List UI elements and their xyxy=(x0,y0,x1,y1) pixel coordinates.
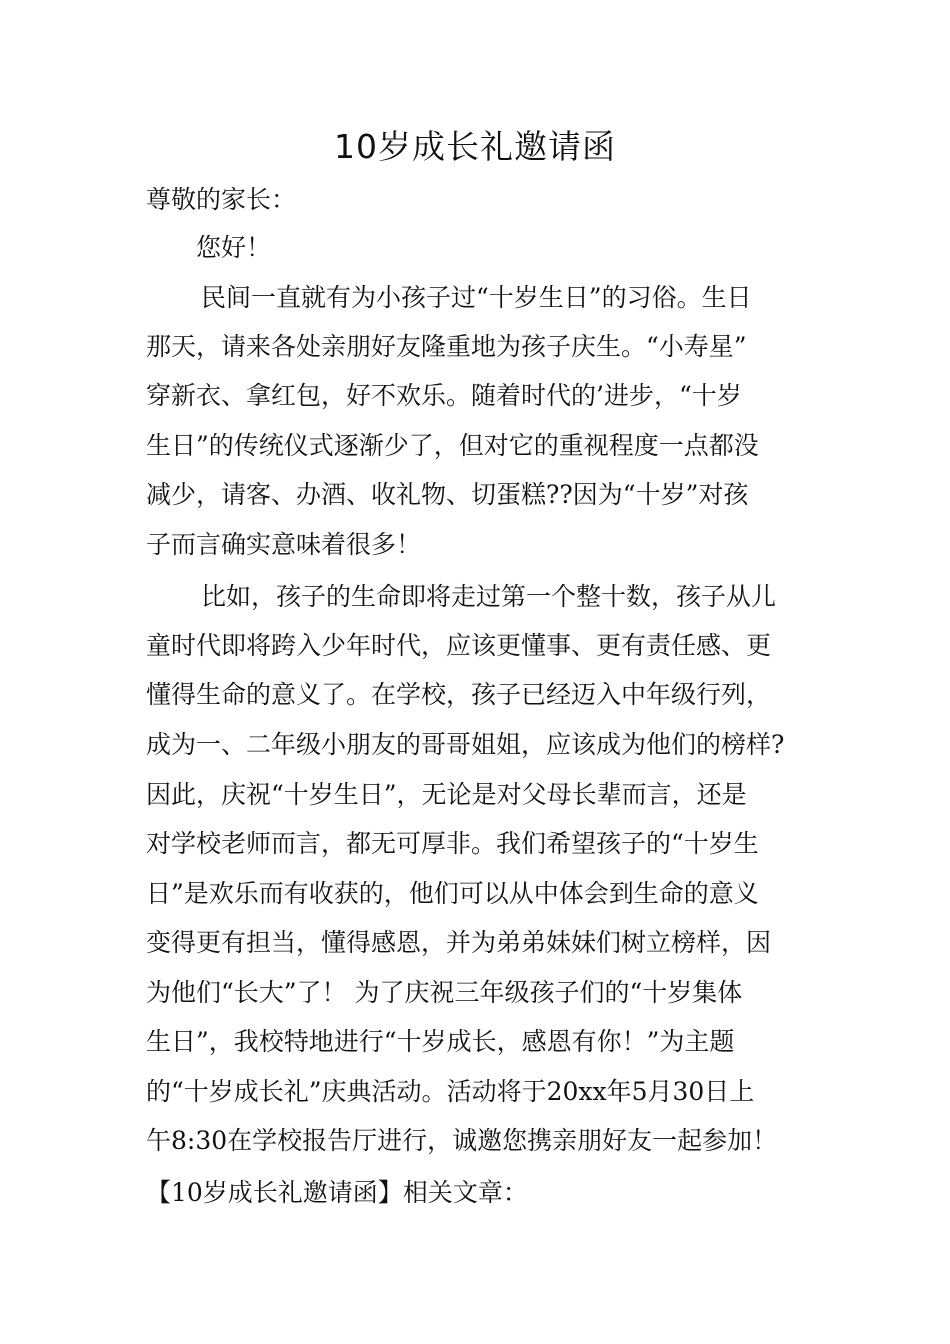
paragraph1-line: 生日”的传统仪式逐渐少了，但对它的重视程度一点都没 xyxy=(146,431,759,460)
paragraph2-line: 变得更有担当，懂得感恩，并为弟弟妹妹们树立榜样，因 xyxy=(146,928,772,957)
paragraph1-line: 子而言确实意味着很多！ xyxy=(146,530,422,559)
salutation: 尊敬的家长： xyxy=(146,185,297,214)
paragraph2-line: 比如，孩子的生命即将走过第一个整十数，孩子从儿 xyxy=(201,582,777,611)
greeting: 您好！ xyxy=(196,233,272,262)
paragraph2-line: 童时代即将跨入少年时代，应该更懂事、更有责任感、更 xyxy=(146,631,772,660)
paragraph2-line: 午8:30在学校报告厅进行，诚邀您携亲朋好友一起参加！ xyxy=(146,1126,778,1155)
paragraph1-line: 那天，请来各处亲朋好友隆重地为孩子庆生。“小寿星” xyxy=(146,332,747,361)
paragraph2-line: 因此，庆祝“十岁生日”，无论是对父母长辈而言，还是 xyxy=(146,780,747,809)
paragraph1-line: 民间一直就有为小孩子过“十岁生日”的习俗。生日 xyxy=(201,283,752,312)
paragraph2-line: 生日”，我校特地进行“十岁成长，感恩有你！”为主题 xyxy=(146,1027,735,1056)
related-articles-heading: 【10岁成长礼邀请函】相关文章： xyxy=(146,1178,528,1207)
paragraph2-line: 日”是欢乐而有收获的，他们可以从中体会到生命的意义 xyxy=(146,879,759,908)
document-title: 10岁成长礼邀请函 xyxy=(334,127,616,166)
paragraph1-line: 减少，请客、办酒、收礼物、切蛋糕??因为“十岁”对孩 xyxy=(146,480,749,509)
paragraph2-line: 成为一、二年级小朋友的哥哥姐姐，应该成为他们的榜样? xyxy=(146,730,785,759)
paragraph2-line: 为他们“长大”了！ 为了庆祝三年级孩子们的“十岁集体 xyxy=(146,978,743,1007)
paragraph1-line: 穿新衣、拿红包，好不欢乐。随着时代的’进步，“十岁 xyxy=(146,381,742,410)
paragraph2-line: 的“十岁成长礼”庆典活动。活动将于20xx年5月30日上 xyxy=(146,1077,755,1106)
paragraph2-line: 懂得生命的意义了。在学校，孩子已经迈入中年级行列， xyxy=(146,680,772,709)
paragraph2-line: 对学校老师而言，都无可厚非。我们希望孩子的“十岁生 xyxy=(146,829,759,858)
